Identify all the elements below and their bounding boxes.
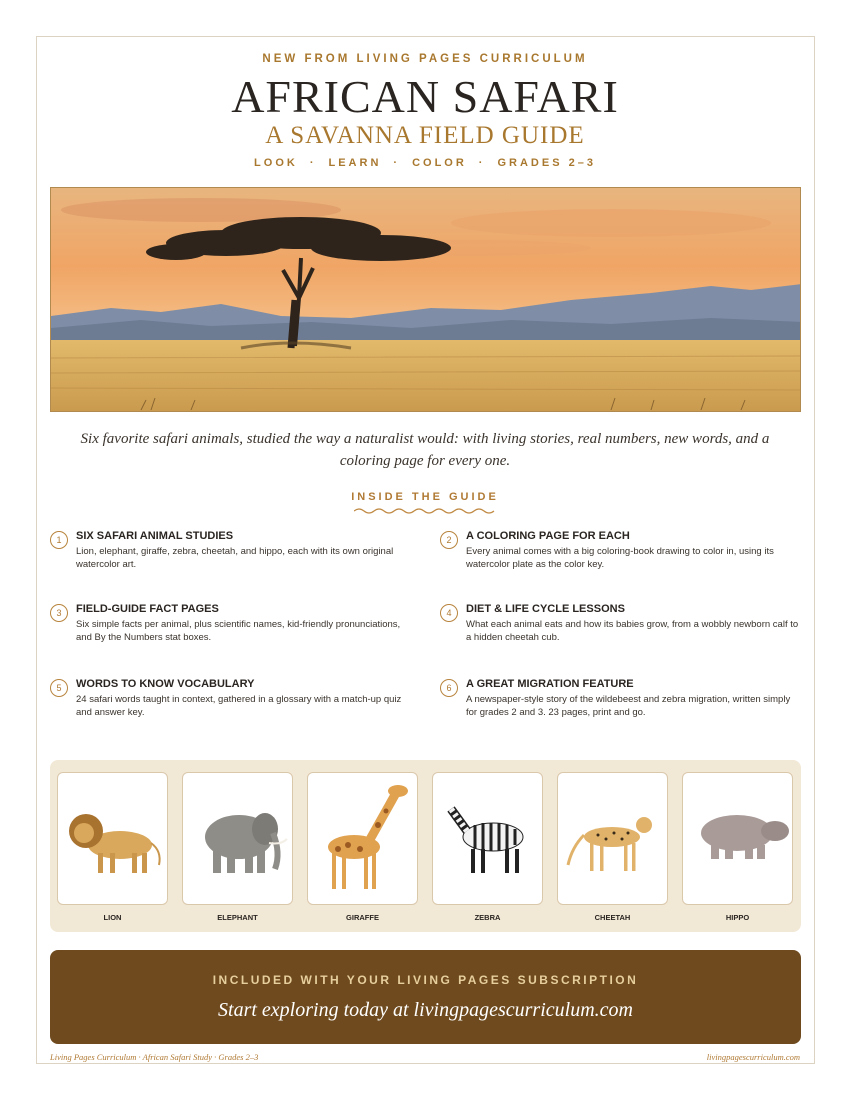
section-title: INSIDE THE GUIDE [351,491,499,503]
feature-number: 2 [440,531,458,549]
tagline-item: GRADES 2–3 [497,157,596,169]
animal-card-hippo [682,772,793,905]
footer-website-link[interactable]: livingpagescurriculum.com [706,1052,800,1062]
banner-cta: Start exploring today at livingpagescurriculum.com [218,999,633,1021]
animal-label: LION [103,913,122,922]
zebra-illustration [433,773,544,906]
feature-title: SIX SAFARI ANIMAL STUDIES [76,530,234,542]
intro-text: Six favorite safari animals, studied the way a naturalist would: with living stories, real numbers, new words, and a coloring page for every one. [80,431,770,469]
feature-description: What each animal eats and how its babies grow, from a wobbly newborn calf to a hidden cheetah cub. [466,619,799,643]
header-tagline [0,157,850,169]
banner-heading: INCLUDED WITH YOUR LIVING PAGES SUBSCRIPTION [212,973,639,987]
hero-savanna-illustration [50,187,801,412]
feature-description: Every animal comes with a big coloring-book drawing to color in, using its watercolor plate as the color key. [466,546,774,570]
feature-description: 24 safari words taught in context, gathered in a glossary with a match-up quiz and answer key. [76,694,402,718]
tagline-item: COLOR [412,157,467,169]
elephant-illustration [183,773,294,906]
animal-card-elephant [182,772,293,905]
page-title: AFRICAN SAFARI [231,71,619,122]
feature-description: A newspaper-style story of the wildebeest and zebra migration, written simply for grades 2 and 3. 23 pages, print and go. [466,694,791,718]
hippo-illustration [683,773,794,906]
animal-card-cheetah [557,772,668,905]
feature-number: 5 [50,679,68,697]
animal-label: CHEETAH [594,913,631,922]
giraffe-illustration [308,773,419,906]
tagline-item: LOOK [254,157,298,169]
animal-card-giraffe [307,772,418,905]
footer-credits: Living Pages Curriculum · African Safari Study · Grades 2–3 [50,1052,259,1062]
cheetah-illustration [558,773,669,906]
tagline-separator: · [478,157,486,169]
animal-card-lion [57,772,168,905]
tagline-item: LEARN [328,157,382,169]
lion-illustration [58,773,169,906]
feature-number: 3 [50,604,68,622]
page-subtitle: A SAVANNA FIELD GUIDE [265,122,585,149]
header-eyebrow: NEW FROM LIVING PAGES CURRICULUM [262,53,588,65]
feature-number: 4 [440,604,458,622]
feature-title: A GREAT MIGRATION FEATURE [466,678,634,690]
feature-number: 1 [50,531,68,549]
feature-title: WORDS TO KNOW VOCABULARY [76,678,255,690]
feature-title: FIELD-GUIDE FACT PAGES [76,603,219,615]
feature-description: Lion, elephant, giraffe, zebra, cheetah, and hippo, each with its own original watercolor art. [76,546,394,570]
subscription-banner [50,950,801,1044]
feature-number: 6 [440,679,458,697]
animal-card-zebra [432,772,543,905]
animal-label: ZEBRA [474,913,501,922]
feature-title: A COLORING PAGE FOR EACH [466,530,630,542]
animal-label: GIRAFFE [346,913,379,922]
wave-divider [354,507,496,515]
tagline-separator: · [393,157,401,169]
animal-label: ELEPHANT [217,913,258,922]
animal-label: HIPPO [725,913,750,922]
feature-title: DIET & LIFE CYCLE LESSONS [466,603,625,615]
tagline-separator: · [309,157,317,169]
feature-description: Six simple facts per animal, plus scientific names, kid-friendly pronunciations, and By the Numbers stat boxes. [76,619,401,643]
animal-gallery [50,760,801,932]
